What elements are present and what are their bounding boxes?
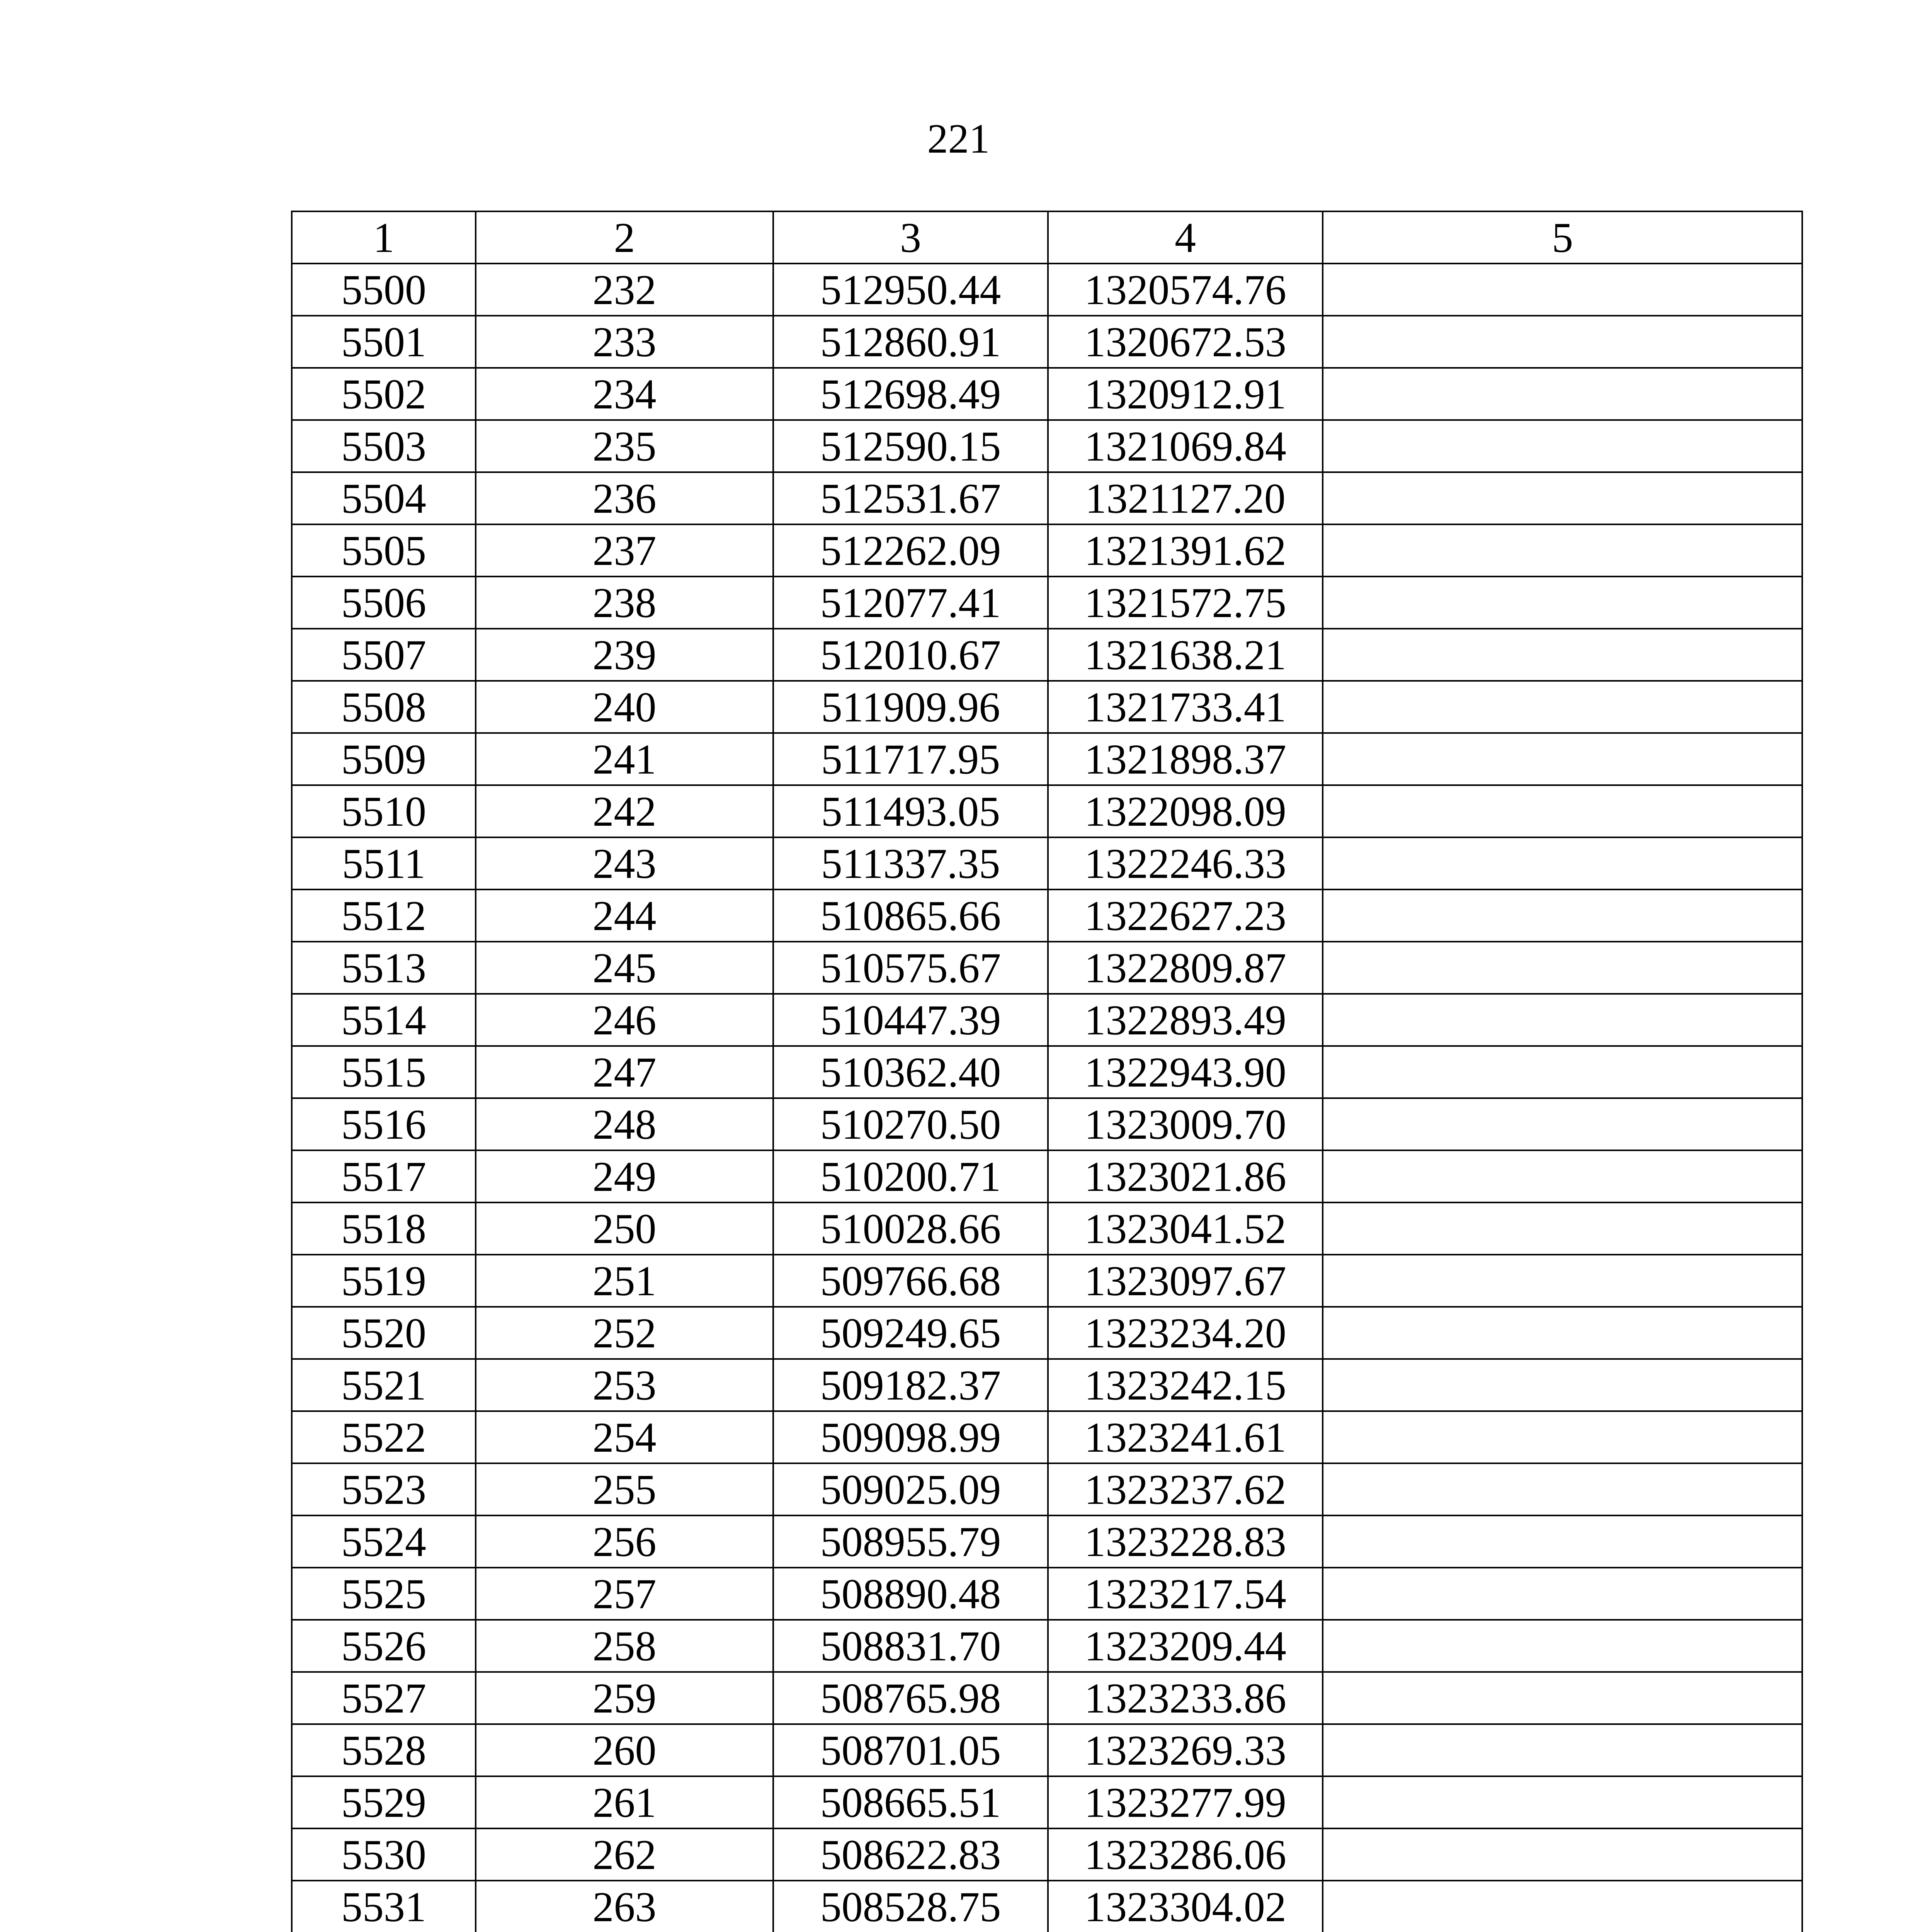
table-cell [1323,1411,1802,1463]
table-row [292,420,1802,472]
table-row [292,1046,1802,1098]
table-cell: 5508 [292,681,476,733]
table-cell: 237 [476,524,773,577]
table-cell: 261 [476,1776,773,1828]
table-cell: 246 [476,994,773,1046]
table-cell: 5527 [292,1672,476,1724]
table-cell: 511493.05 [773,785,1048,837]
table-cell: 240 [476,681,773,733]
table-cell: 510270.50 [773,1098,1048,1150]
table-cell: 5523 [292,1463,476,1515]
table-cell [1323,1515,1802,1568]
table-cell: 508765.98 [773,1672,1048,1724]
table-cell: 255 [476,1463,773,1515]
table-cell: 256 [476,1515,773,1568]
table-cell: 258 [476,1620,773,1672]
table-row [292,1568,1802,1620]
table-cell [1323,368,1802,420]
table-cell [1323,942,1802,994]
table-cell: 5517 [292,1150,476,1202]
table-cell: 1323277.99 [1048,1776,1323,1828]
table-cell: 512010.67 [773,629,1048,681]
table-cell: 1323097.67 [1048,1255,1323,1307]
table-cell [1323,1150,1802,1202]
column-header: 4 [1048,211,1323,264]
table-row [292,785,1802,837]
table-cell: 512531.67 [773,472,1048,524]
table-cell [1323,889,1802,942]
table-row [292,577,1802,629]
table-cell: 509025.09 [773,1463,1048,1515]
table-cell: 263 [476,1881,773,1932]
table-cell: 1322098.09 [1048,785,1323,837]
table-cell [1323,1776,1802,1828]
table-cell: 1321898.37 [1048,733,1323,785]
table-cell: 5507 [292,629,476,681]
table-cell: 1323217.54 [1048,1568,1323,1620]
table-cell [1323,837,1802,889]
table-cell: 5504 [292,472,476,524]
table-row [292,1150,1802,1202]
table-cell: 1320574.76 [1048,264,1323,316]
table-cell: 1322627.23 [1048,889,1323,942]
table-cell: 5518 [292,1202,476,1255]
table-cell [1323,1202,1802,1255]
table-row [292,1828,1802,1881]
table-cell: 1323242.15 [1048,1359,1323,1411]
table-cell: 253 [476,1359,773,1411]
table-cell [1323,1881,1802,1932]
table-cell: 242 [476,785,773,837]
table-cell: 1322943.90 [1048,1046,1323,1098]
table-cell: 257 [476,1568,773,1620]
table-cell: 5505 [292,524,476,577]
table-cell: 262 [476,1828,773,1881]
table-cell: 509249.65 [773,1307,1048,1359]
table-cell: 5522 [292,1411,476,1463]
table-cell: 1323304.02 [1048,1881,1323,1932]
table-cell: 5511 [292,837,476,889]
table-cell: 512077.41 [773,577,1048,629]
table-cell: 5501 [292,316,476,368]
table-cell: 510575.67 [773,942,1048,994]
table-cell: 5506 [292,577,476,629]
table-cell: 232 [476,264,773,316]
table-cell [1323,420,1802,472]
table-cell [1323,681,1802,733]
table-cell [1323,316,1802,368]
table-cell: 5526 [292,1620,476,1672]
table-row [292,994,1802,1046]
table-row [292,368,1802,420]
table-row [292,889,1802,942]
table-cell: 510028.66 [773,1202,1048,1255]
table-cell: 1323009.70 [1048,1098,1323,1150]
table-row [292,942,1802,994]
column-header: 1 [292,211,476,264]
table-row [292,681,1802,733]
table-row [292,1724,1802,1776]
table-cell: 1321733.41 [1048,681,1323,733]
table-cell: 251 [476,1255,773,1307]
table-cell: 1323241.61 [1048,1411,1323,1463]
page-number: 221 [927,116,990,162]
table-cell: 512860.91 [773,316,1048,368]
table-cell: 247 [476,1046,773,1098]
table-cell: 5524 [292,1515,476,1568]
table-cell: 509182.37 [773,1359,1048,1411]
table-cell [1323,472,1802,524]
table-cell [1323,1359,1802,1411]
table-cell: 5510 [292,785,476,837]
table-cell: 1320672.53 [1048,316,1323,368]
coordinates-table [291,211,1803,1932]
table-cell: 508955.79 [773,1515,1048,1568]
table-cell [1323,1724,1802,1776]
table-cell [1323,785,1802,837]
table-row [292,1307,1802,1359]
table-cell: 1321638.21 [1048,629,1323,681]
table-row [292,629,1802,681]
table-row [292,1359,1802,1411]
table-row [292,1202,1802,1255]
table-cell: 512262.09 [773,524,1048,577]
table-cell: 241 [476,733,773,785]
table-row [292,1672,1802,1724]
table-cell: 5515 [292,1046,476,1098]
table-cell [1323,1672,1802,1724]
table-cell: 512950.44 [773,264,1048,316]
table-cell: 5513 [292,942,476,994]
table-cell: 252 [476,1307,773,1359]
table-cell: 509766.68 [773,1255,1048,1307]
table-cell: 508701.05 [773,1724,1048,1776]
table-row [292,1255,1802,1307]
table-cell: 233 [476,316,773,368]
table-cell [1323,1046,1802,1098]
table-cell: 250 [476,1202,773,1255]
table-cell [1323,577,1802,629]
table-cell: 508622.83 [773,1828,1048,1881]
table-cell: 5528 [292,1724,476,1776]
table-cell: 5519 [292,1255,476,1307]
table-cell: 511909.96 [773,681,1048,733]
table-cell [1323,264,1802,316]
column-header: 3 [773,211,1048,264]
table-cell: 5531 [292,1881,476,1932]
table-cell: 5503 [292,420,476,472]
table-cell: 1320912.91 [1048,368,1323,420]
table-cell: 238 [476,577,773,629]
table-cell [1323,1307,1802,1359]
table-cell [1323,1098,1802,1150]
table-cell: 5512 [292,889,476,942]
table-cell: 5530 [292,1828,476,1881]
coordinates-table-container [291,211,1801,1932]
column-header: 5 [1323,211,1802,264]
table-cell: 259 [476,1672,773,1724]
table-row [292,1463,1802,1515]
table-cell [1323,629,1802,681]
table-cell: 508831.70 [773,1620,1048,1672]
table-cell: 249 [476,1150,773,1202]
table-cell: 1323041.52 [1048,1202,1323,1255]
table-cell: 1323233.86 [1048,1672,1323,1724]
table-cell: 5529 [292,1776,476,1828]
table-header-row [292,211,1802,264]
table-cell: 236 [476,472,773,524]
table-cell: 235 [476,420,773,472]
table-cell: 1321572.75 [1048,577,1323,629]
table-row [292,264,1802,316]
table-cell: 1321069.84 [1048,420,1323,472]
table-cell: 5520 [292,1307,476,1359]
table-cell: 1323021.86 [1048,1150,1323,1202]
table-row [292,1881,1802,1932]
table-cell [1323,1255,1802,1307]
table-cell: 5525 [292,1568,476,1620]
table-cell [1323,1828,1802,1881]
column-header: 2 [476,211,773,264]
table-row [292,1098,1802,1150]
table-cell [1323,1620,1802,1672]
table-cell [1323,1568,1802,1620]
table-cell: 234 [476,368,773,420]
table-cell: 5514 [292,994,476,1046]
table-row [292,1776,1802,1828]
table-cell: 1323234.20 [1048,1307,1323,1359]
table-cell: 1322893.49 [1048,994,1323,1046]
table-row [292,472,1802,524]
table-cell: 1323286.06 [1048,1828,1323,1881]
table-cell: 511337.35 [773,837,1048,889]
table-cell: 243 [476,837,773,889]
table-cell: 510447.39 [773,994,1048,1046]
table-row [292,1620,1802,1672]
table-row [292,837,1802,889]
table-cell: 239 [476,629,773,681]
table-row [292,1515,1802,1568]
table-cell [1323,994,1802,1046]
table-cell: 1323269.33 [1048,1724,1323,1776]
table-row [292,1411,1802,1463]
table-cell [1323,1463,1802,1515]
table-cell: 512698.49 [773,368,1048,420]
table-row [292,316,1802,368]
table-cell: 254 [476,1411,773,1463]
table-cell: 5502 [292,368,476,420]
table-cell [1323,733,1802,785]
table-cell: 508528.75 [773,1881,1048,1932]
table-cell [1323,524,1802,577]
table-cell: 508890.48 [773,1568,1048,1620]
table-cell: 510362.40 [773,1046,1048,1098]
table-cell: 1322809.87 [1048,942,1323,994]
table-cell: 5516 [292,1098,476,1150]
table-cell: 244 [476,889,773,942]
table-cell: 510200.71 [773,1150,1048,1202]
table-cell: 512590.15 [773,420,1048,472]
table-cell: 511717.95 [773,733,1048,785]
table-cell: 509098.99 [773,1411,1048,1463]
table-cell: 248 [476,1098,773,1150]
table-row [292,733,1802,785]
table-cell: 260 [476,1724,773,1776]
table-cell: 245 [476,942,773,994]
table-cell: 508665.51 [773,1776,1048,1828]
table-cell: 1322246.33 [1048,837,1323,889]
table-cell: 1323228.83 [1048,1515,1323,1568]
table-cell: 1323209.44 [1048,1620,1323,1672]
table-body [292,264,1802,1932]
table-cell: 5521 [292,1359,476,1411]
table-cell: 1321127.20 [1048,472,1323,524]
table-cell: 1321391.62 [1048,524,1323,577]
table-row [292,524,1802,577]
table-cell: 1323237.62 [1048,1463,1323,1515]
table-cell: 510865.66 [773,889,1048,942]
table-cell: 5500 [292,264,476,316]
table-cell: 5509 [292,733,476,785]
